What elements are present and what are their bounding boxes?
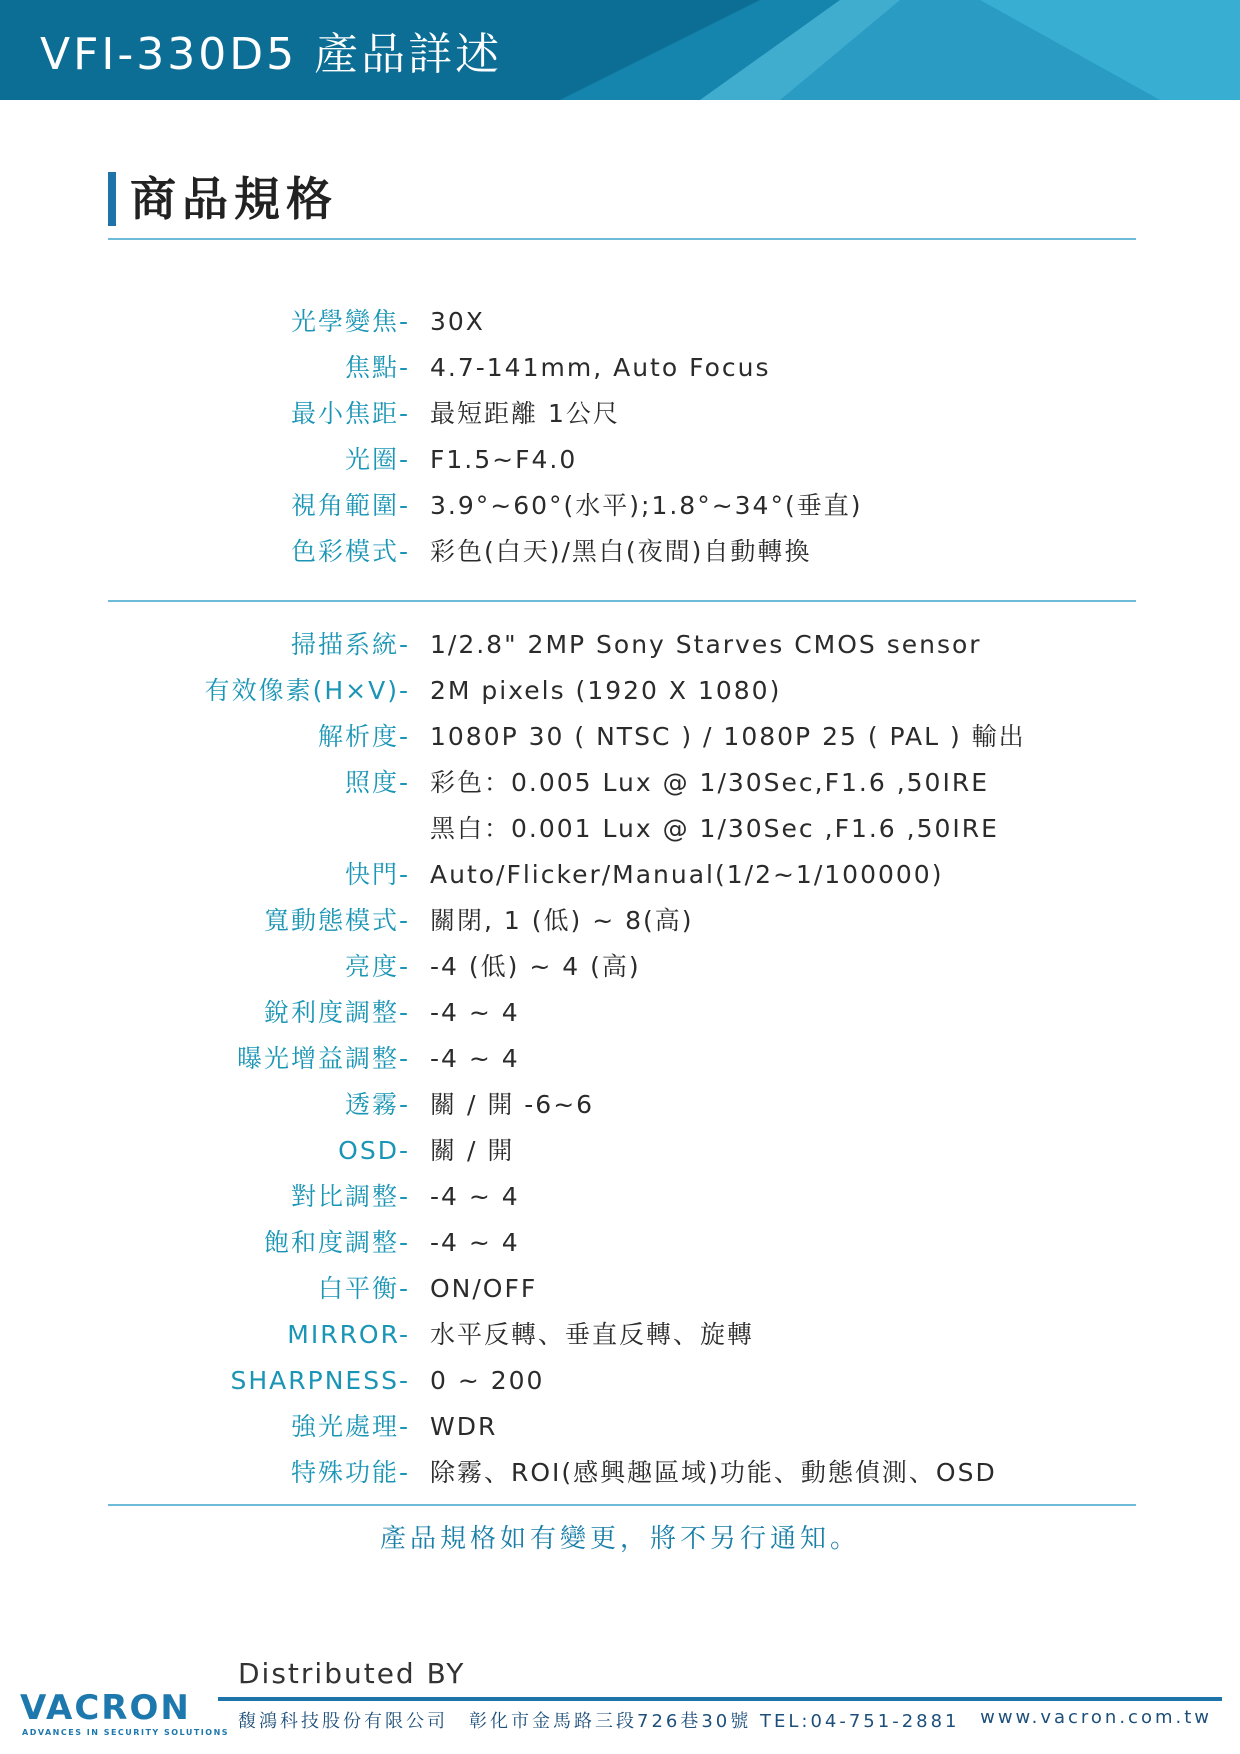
spec-row (0, 625, 1240, 665)
spec-label: 曝光增益調整- (236, 1044, 410, 1073)
spec-label: 光圈- (344, 445, 410, 474)
spec-label: 銳利度調整- (263, 998, 410, 1027)
spec-label: SHARPNESS- (230, 1366, 410, 1395)
spec-label: 透霧- (344, 1090, 410, 1119)
spec-value: 30X (430, 307, 485, 336)
spec-value: -4 ~ 4 (430, 1228, 520, 1257)
spec-label: 焦點- (344, 353, 410, 382)
spec-value: 關閉, 1 (低) ~ 8(高) (430, 906, 694, 935)
spec-value: 除霧、ROI(感興趣區域)功能、動態偵測、OSD (430, 1458, 997, 1487)
website-link[interactable]: www.vacron.com.tw (980, 1707, 1212, 1728)
spec-row (0, 1039, 1240, 1079)
spec-value: 2M pixels (1920 X 1080) (430, 676, 782, 705)
spec-row (0, 993, 1240, 1033)
spec-row (0, 1085, 1240, 1125)
group-divider (108, 600, 1136, 602)
spec-row (0, 671, 1240, 711)
spec-value: 關 / 開 (430, 1136, 515, 1165)
footer-divider (218, 1697, 1222, 1701)
spec-value: 3.9°~60°(水平);1.8°~34°(垂直) (430, 491, 863, 520)
spec-value: -4 ~ 4 (430, 1182, 520, 1211)
spec-label: 光學變焦- (290, 307, 410, 336)
spec-row (0, 486, 1240, 526)
spec-label: 最小焦距- (290, 399, 410, 428)
spec-value: 黑白：0.001 Lux @ 1/30Sec ,F1.6 ,50IRE (430, 814, 999, 843)
spec-value: -4 (低) ~ 4 (高) (430, 952, 641, 981)
spec-value: 關 / 開 -6~6 (430, 1090, 595, 1119)
spec-change-notice: 產品規格如有變更，將不另行通知。 (379, 1524, 860, 1554)
spec-value: Auto/Flicker/Manual(1/2~1/100000) (430, 860, 944, 889)
spec-label: 飽和度調整- (263, 1228, 410, 1257)
spec-row (0, 855, 1240, 895)
spec-row (0, 947, 1240, 987)
spec-label: 特殊功能- (290, 1458, 410, 1487)
section-title: 商品規格 (108, 172, 338, 226)
spec-value: ON/OFF (430, 1274, 538, 1303)
spec-label: 強光處理- (290, 1412, 410, 1441)
spec-row (0, 901, 1240, 941)
spec-value: 1080P 30 ( NTSC ) / 1080P 25 ( PAL ) 輸出 (430, 722, 1026, 751)
spec-value: 最短距離 1公尺 (430, 399, 620, 428)
spec-label: 快門- (344, 860, 410, 889)
spec-row (0, 1177, 1240, 1217)
spec-label: 掃描系統- (290, 630, 410, 659)
spec-value: F1.5~F4.0 (430, 445, 578, 474)
spec-row (0, 763, 1240, 803)
spec-value: WDR (430, 1412, 498, 1441)
spec-label: 色彩模式- (290, 537, 410, 566)
company-address: 馥鴻科技股份有限公司 彰化市金馬路三段726巷30號 TEL:04-751-2881 (238, 1711, 960, 1732)
spec-label: 對比調整- (290, 1182, 410, 1211)
spec-row (0, 809, 1240, 849)
logo-wordmark: VACRON (20, 1688, 191, 1728)
spec-row (0, 1269, 1240, 1309)
spec-label: 有效像素(H×V)- (204, 676, 410, 705)
spec-label: 視角範圍- (290, 491, 410, 520)
spec-row (0, 1223, 1240, 1263)
distributed-by-label: Distributed BY (238, 1657, 466, 1690)
spec-row (0, 1131, 1240, 1171)
spec-value: 彩色(白天)/黑白(夜間)自動轉換 (430, 537, 812, 566)
spec-label: 白平衡- (317, 1274, 410, 1303)
spec-value: -4 ~ 4 (430, 998, 520, 1027)
spec-value: -4 ~ 4 (430, 1044, 520, 1073)
section-divider (108, 238, 1136, 240)
spec-row (0, 394, 1240, 434)
spec-label: 寬動態模式- (263, 906, 410, 935)
spec-row (0, 532, 1240, 572)
spec-label: MIRROR- (287, 1320, 410, 1349)
spec-label: 照度- (344, 768, 410, 797)
spec-label: OSD- (338, 1136, 410, 1165)
spec-row (0, 440, 1240, 480)
spec-value: 彩色：0.005 Lux @ 1/30Sec,F1.6 ,50IRE (430, 768, 990, 797)
spec-value: 1/2.8" 2MP Sony Starves CMOS sensor (430, 630, 982, 659)
spec-value: 水平反轉、垂直反轉、旋轉 (430, 1320, 755, 1349)
spec-label: 解析度- (317, 722, 410, 751)
spec-value: 0 ~ 200 (430, 1366, 545, 1395)
logo-tagline: ADVANCES IN SECURITY SOLUTIONS (22, 1728, 230, 1737)
spec-row (0, 717, 1240, 757)
spec-row (0, 302, 1240, 342)
spec-row (0, 348, 1240, 388)
header-banner (0, 0, 1240, 100)
bottom-divider (108, 1504, 1136, 1506)
spec-label: 亮度- (344, 952, 410, 981)
vacron-logo (20, 1688, 230, 1738)
page-title: VFI-330D5 產品詳述 (40, 29, 503, 80)
spec-row (0, 1361, 1240, 1401)
spec-row (0, 1315, 1240, 1355)
spec-value: 4.7-141mm, Auto Focus (430, 353, 771, 382)
spec-row (0, 1407, 1240, 1447)
spec-row (0, 1453, 1240, 1493)
